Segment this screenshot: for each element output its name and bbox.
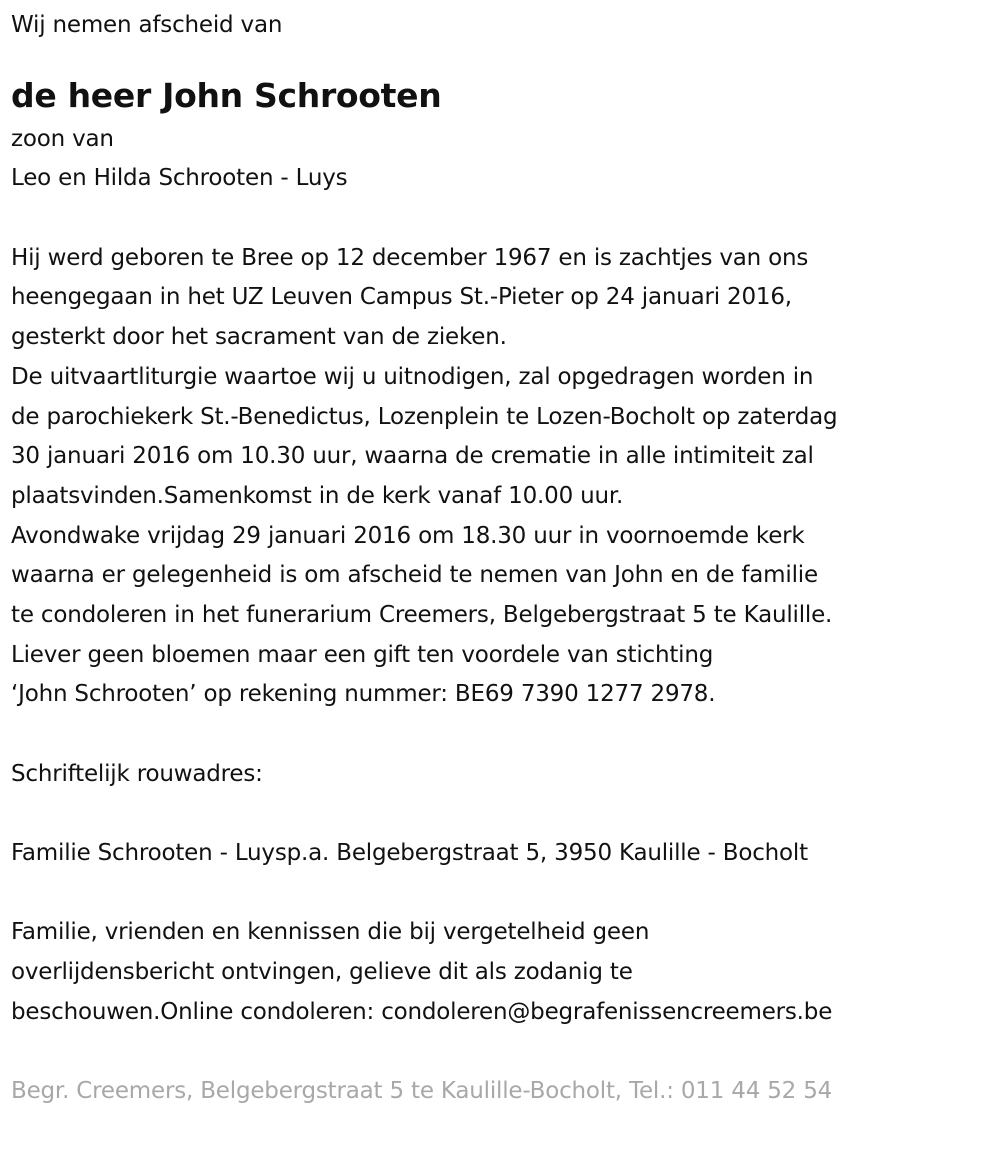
body-line: De uitvaartliturgie waartoe wij u uitnodigen, zal opgedragen worden in — [11, 363, 814, 390]
deceased-name-heading: de heer John Schrooten — [11, 75, 442, 115]
parents-label: zoon van — [11, 125, 114, 152]
closing-line: beschouwen.Online condoleren: condoleren@begrafenissencreemers.be — [11, 998, 833, 1025]
obituary-document — [11, 6, 837, 1112]
body-line: gesterkt door het sacrament van de zieken. — [11, 324, 507, 351]
body-line: ‘John Schrooten’ op rekening nummer: BE69 7390 1277 2978. — [11, 681, 716, 708]
address-label: Schriftelijk rouwadres: — [11, 760, 263, 787]
body-text — [11, 239, 837, 715]
body-line: Hij werd geboren te Bree op 12 december 1967 en is zachtjes van ons — [11, 244, 809, 271]
body-line: Avondwake vrijdag 29 januari 2016 om 18.30 uur in voornoemde kerk — [11, 522, 805, 549]
body-line: heengegaan in het UZ Leuven Campus St.-Pieter op 24 januari 2016, — [11, 284, 792, 311]
body-line: plaatsvinden.Samenkomst in de kerk vanaf 10.00 uur. — [11, 482, 624, 509]
parents-names: Leo en Hilda Schrooten - Luys — [11, 165, 348, 192]
closing-line: Familie, vrienden en kennissen die bij vergetelheid geen — [11, 919, 650, 946]
body-line: te condoleren in het funerarium Creemers, Belgebergstraat 5 te Kaulille. — [11, 601, 833, 628]
closing-line: overlijdensbericht ontvingen, gelieve dit als zodanig te — [11, 959, 633, 986]
closing-text — [11, 913, 837, 1032]
body-line: Liever geen bloemen maar een gift ten voordele van stichting — [11, 641, 714, 668]
intro-text: Wij nemen afscheid van — [11, 12, 283, 38]
address: Familie Schrooten - Luysp.a. Belgebergstraat 5, 3950 Kaulille - Bocholt — [11, 840, 808, 867]
funeral-home-footer: Begr. Creemers, Belgebergstraat 5 te Kaulille-Bocholt, Tel.: 011 44 52 54 — [11, 1078, 833, 1105]
body-line: waarna er gelegenheid is om afscheid te nemen van John en de familie — [11, 562, 818, 589]
body-line: 30 januari 2016 om 10.30 uur, waarna de crematie in alle intimiteit zal — [11, 443, 814, 470]
body-line: de parochiekerk St.-Benedictus, Lozenplein te Lozen-Bocholt op zaterdag — [11, 403, 838, 430]
